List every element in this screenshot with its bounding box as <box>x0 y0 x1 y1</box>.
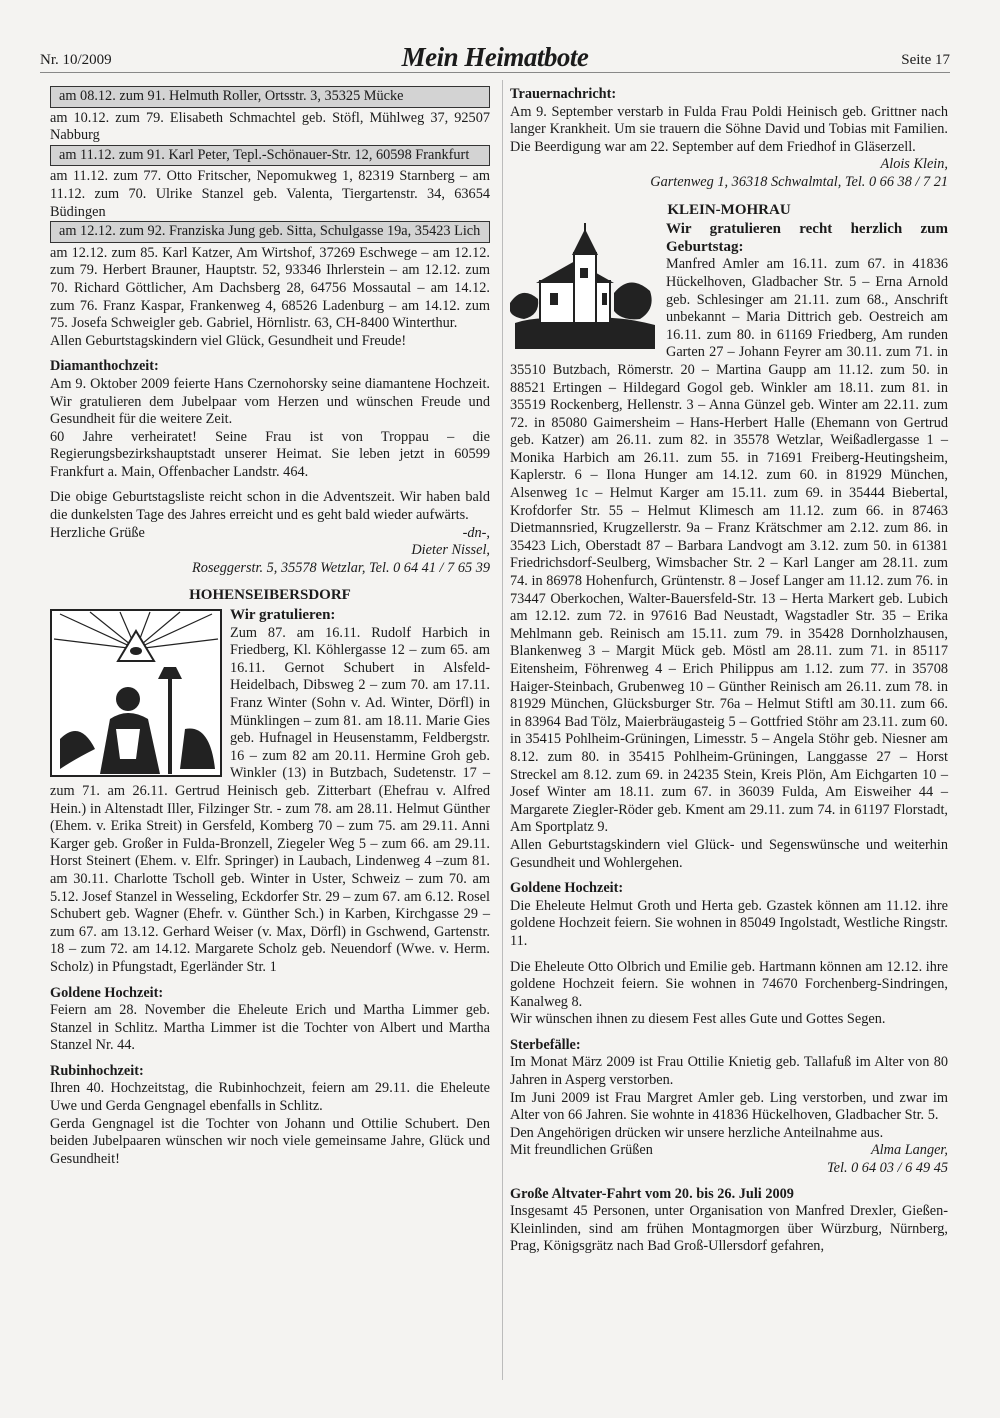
issue-number: Nr. 10/2009 <box>40 52 112 68</box>
highlight-box: am 08.12. zum 91. Helmuth Roller, Ortsstr. 3, 35325 Mücke <box>50 86 490 108</box>
signature-address: Roseggerstr. 5, 35578 Wetzlar, Tel. 0 64 41 / 7 65 39 <box>191 559 490 576</box>
paragraph: Den Angehörigen drücken wir unsere herzliche Anteilnahme aus. <box>510 1124 884 1141</box>
right-column <box>510 86 948 1256</box>
section-heading-trip: Große Altvater-Fahrt vom 20. bis 26. Juli 2009 <box>510 1185 794 1202</box>
section-heading-obituary: Trauernachricht: <box>510 86 617 102</box>
birthday-entry: am 11.12. zum 77. Otto Fritscher, Nepomukweg 1, 82319 Starnberg – am 11.12. zum 70. Ulrike Stanzel geb. Valenta, Tiergartenstr. 34, 63654 Büdingen <box>50 168 490 220</box>
paragraph: Ihren 40. Hochzeitstag, die Rubinhochzeit, feiern am 29.11. die Eheleute Uwe und Gerda Gengnagel ebenfalls in Schlitz. <box>50 1080 490 1115</box>
greeting: Herzliche Grüße <box>50 524 145 541</box>
initials: -dn-, <box>462 524 490 541</box>
section-heading-ruby-wedding: Rubinhochzeit: <box>50 1062 144 1079</box>
highlight-box: am 11.12. zum 91. Karl Peter, Tepl.-Schönauer-Str. 12, 60598 Frankfurt <box>50 145 490 167</box>
section-heading-golden-wedding: Goldene Hochzeit: <box>510 880 624 897</box>
birthday-entry: am 12.12. zum 85. Karl Katzer, Am Wirtshof, 37269 Eschwege – am 12.12. zum 79. Herbert Brauner, Hauptstr. 52, 93346 Ihrlerstein – am 12.12. zum 70. Richard Göttlicher, Am Dachsberg 28, 64756 Mossautal – am 14.12. zum 76. Franz Kaspar, Frankenweg 4, 68526 Ladenburg – am 14.12. zum 75. Josefa Schweigler geb. Gabriel, Hörnlistr. 63, CH-8400 Winterthur. <box>50 244 490 332</box>
birthday-list: Manfred Amler am 16.11. zum 67. in 41836 Hückelhoven, Gladbacher Str. 5 – Erna Arnold geb. Schlesinger am 21.11. zum 68., Anschrift unbekannt – Maria Dittrich geb. Oestreich am 16.11. zum 80. in 61169 Friedberg, Am runden Garten 27 – Johann Feyrer am 30.11. zum 71. in 35510 Butzbach, Römerstr. 20 – Martina Gaupp am 11.12. zum 50. in 88521 Ertingen – Hildegard Gogol geb. Winkler am 18.11. zum 81. in 35519 Rockenberg, Hellenstr. 3 – Anna Günzel geb. Winter am 22.11. zum 72. in 85080 Gaimersheim – Hans-Herbert Halle (Ehemann von Gertrud geb. Katzer) am 26.11. zum 82. in 35578 Wetzlar, Weißadlergasse 1 – Monika Harbich am 26.11. zum 55. in 71691 Freiberg-Heutingsheim, Kaplerstr. 6 – Ilona Hunger am 14.12. zum 60. in 81929 München, Alsenweg 1c – Helmut Karger am 15.11. zum 69. in 35444 Biebertal, Krofdorfer Str. 55 – Helmut Klimesch am 11.12. zum 66. in 87463 Dietmannsried, Krugzellerstr. 9a – Franz Krätschmer am 2.12. zum 86. in 35423 Lich, Oberstadt 87 – Barbara Landvogt am 3.12. zum 50. in 61381 Friedrichsdorf-Seulberg, Wimsbacher Str. 2 – Karl Langer am 28.11. zum 74. in 86978 Hohenfurch, Grüntenstr. 8 – Josef Langer am 11.12. zum 76. in 73447 Oberkochen, Walter-Bauersfeld-Str. 13 – Herta Markert geb. Lubich am 12.12. zum 72. in 97616 Bad Neustadt, Wagstadler Str. 35 – Erika Mehlmann geb. Reinisch am 15.11. zum 79. in 35428 Dornholzhausen, Blankenweg 3 – Margit Mück geb. Möstl am 28.11. zum 71. in 85117 Eitensheim, Föhrenweg 4 – Erich Philippus am 1.12. zum 77. in 35708 Haiger-Steinbach, Grubenweg 10 – Günther Reinisch am 26.11. zum 78. in 81929 München, Glücksburger Str. 76a – Helmut Stiftl am 30.11. zum 66. in 83964 Bad Tölz, Maierbräugasteig 5 – Gottfried Stöhr am 23.11. zum 60. in 35415 Pohlheim-Grüningen, Limesstr. 5 – Angela Stöhr geb. Niesner am 8.12. zum 80. in 35415 Pohlheim-Grüningen, Langgasse 27 – Horst Streckel am 8.12. zum 69. in 24235 Stein, Kreis Plön, Am Eichgarten 10 – Josef Winter am 18.11. zum 67. in 36039 Fulda, Am Eisweiher 44 – Margarete Ziegler-Röder geb. Kment am 29.11. zum 74. in 61197 Florstadt, Am Sportplatz 9. <box>510 256 948 836</box>
signature-name: Alois Klein, <box>880 156 948 173</box>
paragraph: Die Eheleute Otto Olbrich und Emilie geb. Hartmann können am 12.12. ihre goldene Hochzeit feiern. Sie wohnen in 74670 Forchenberg-Sindringen, Kanalweg 8. <box>510 958 948 1010</box>
greeting-line: Allen Geburtstagskindern viel Glück, Gesundheit und Freude! <box>50 332 407 349</box>
birthday-entry: am 10.12. zum 79. Elisabeth Schmachtel geb. Stöfl, Mühlweg 37, 92507 Nabburg <box>50 109 490 144</box>
paragraph: Im Juni 2009 ist Frau Margret Amler geb. Ling verstorben, und zwar im Alter von 66 Jahren. Sie wohnte in 41836 Hückelhoven, Gladbacher Str. 5. <box>510 1089 948 1124</box>
signature-name: Dieter Nissel, <box>411 542 490 559</box>
section-heading-diamond-wedding: Diamanthochzeit: <box>50 358 159 375</box>
header-rule <box>40 72 950 73</box>
left-column <box>50 86 490 1168</box>
paragraph: Im Monat März 2009 ist Frau Ottilie Knietig geb. Tallafuß im Alter von 80 Jahren in Asperg verstorben. <box>510 1054 948 1089</box>
column-divider <box>502 80 503 1380</box>
signature-row <box>510 1142 948 1160</box>
congratulations-heading: Wir gratulieren: <box>230 607 336 624</box>
page-number: Seite 17 <box>901 52 950 68</box>
highlight-box: am 12.12. zum 92. Franziska Jung geb. Sitta, Schulgasse 19a, 35423 Lich <box>50 221 490 243</box>
paragraph: Gerda Gengnagel ist die Tochter von Johann und Ottilie Schubert. Den beiden Jubelpaaren wünschen wir noch viele gemeinsame Jahre, Glück und Gesundheit! <box>50 1115 490 1167</box>
church-illustration <box>510 223 660 349</box>
signature-address: Gartenweg 1, 36318 Schwalmtal, Tel. 0 66 38 / 7 21 <box>650 173 948 190</box>
congratulations-heading: Wir gratulieren recht herzlich zum Geburtstag: <box>666 221 948 255</box>
paragraph: 60 Jahre verheiratet! Seine Frau ist von Troppau – die Regierungsbezirkshauptstadt unserer Heimat. Sie leben jetzt in 60599 Frankfurt a. Main, Offenbacher Landstr. 464. <box>50 428 490 480</box>
paragraph: Am 9. Oktober 2009 feierte Hans Czernohorsky seine diamantene Hochzeit. Wir gratulieren dem Jubelpaar vom Herzen und wünschen Freude und Gesundheit für die weitere Zeit. <box>50 375 490 428</box>
signature-row <box>50 525 490 543</box>
signature-name: Alma Langer, <box>870 1142 948 1159</box>
saint-woodcut-illustration <box>50 609 222 777</box>
paragraph: Am 9. September verstarb in Fulda Frau Poldi Heinisch geb. Grittner nach langer Krankheit. Um sie trauern die Söhne David und Tobias mit Familien. Die Beerdigung war am 22. September auf dem Friedhof in Gläserzell. <box>510 103 948 155</box>
greeting: Mit freundlichen Grüßen <box>510 1142 653 1159</box>
signature-phone: Tel. 0 64 03 / 6 49 45 <box>826 1160 948 1177</box>
town-heading: HOHENSEIBERSDORF <box>189 587 351 604</box>
town-heading: KLEIN-MOHRAU <box>667 201 791 218</box>
paragraph: Wir wünschen ihnen zu diesem Fest alles Gute und Gottes Segen. <box>510 1011 886 1028</box>
page-header <box>40 42 950 72</box>
birthday-list: Zum 87. am 16.11. Rudolf Harbich in Friedberg, Kl. Köhlergasse 12 – zum 65. am 16.11. Gernot Schubert in Alsfeld-Heidelbach, Dibsweg 2 – zum 70. am 17.11. Franz Winter (Sohn v. Ad. Winter, Dörfl) in Münklingen – zum 81. am 18.11. Marie Gies geb. Hufnagel in Heusenstamm, Feldbergstr. 16 – zum 82 am 20.11. Hermine Groh geb. Winkler (13) in Butzbach, Sudetenstr. 17 – zum 71. am 26.11. Gertrud Heinisch geb. Zitterbart (Ehefrau v. Alfred Hein.) in Altenstadt Iller, Filzinger Str. - zum 78. am 28.11. Helmut Günther (Ehem. v. Erika Streit) in Gersfeld, Komberg 70 – zum 75. am 29.11. Anni Karger geb. Großer in Fulda-Bronzell, Ziegeler Weg 5 – zum 66. am 29.11. Horst Steinert (Ehem. v. Elfr. Springer) in Laubach, Lindenweg 4 –zum 81. am 30.11. Charlotte Tscholl geb. Winter in Uster, Schweiz – zum 70. am 5.12. Josef Stanzel in Wesseling, Eckdorfer Str. 29 – zum 67. am 6.12. Rosel Schubert geb. Wagner (Ehefr. v. Günther Sch.) in Karben, Kirchgasse 29 – zum 67. am 13.12. Gerhard Weiser (v. Max, Dörfl) in Gschwend, Gartenstr. 18 – zum 72. am 14.12. Margarete Scholz geb. Neuendorf (Wwe. v. Herm. Scholz) in Pfungstadt, Egerländer Str. 1 <box>50 624 490 975</box>
masthead-logo: Mein Heimatbote <box>401 42 589 72</box>
paragraph: Feiern am 28. November die Eheleute Erich und Martha Limmer geb. Stanzel in Schlitz. Martha Limmer ist die Tochter von Albert und Martha Stanzel Nr. 44. <box>50 1002 490 1054</box>
paragraph: Allen Geburtstagskindern viel Glück- und Segenswünsche und weiterhin Gesundheit und Wohlergehen. <box>510 836 948 871</box>
paragraph: Die obige Geburtstagsliste reicht schon in die Adventszeit. Wir haben bald die dunkelsten Tage des Jahres erreicht und es geht bald wieder aufwärts. <box>50 489 490 524</box>
section-heading-deaths: Sterbefälle: <box>510 1036 581 1053</box>
section-heading-golden-wedding: Goldene Hochzeit: <box>50 984 164 1001</box>
paragraph: Die Eheleute Helmut Groth und Herta geb. Gzastek können am 11.12. ihre goldene Hochzeit feiern. Sie wohnen in 85049 Ingolstadt, Westliche Ringstr. 11. <box>510 897 948 949</box>
paragraph: Insgesamt 45 Personen, unter Organisation von Manfred Drexler, Gießen-Kleinlinden, sind am frühen Montagmorgen über Würzburg, Nürnberg, Prag, Königsgrätz nach Bad Groß-Ullersdorf gefahren, <box>510 1203 948 1255</box>
